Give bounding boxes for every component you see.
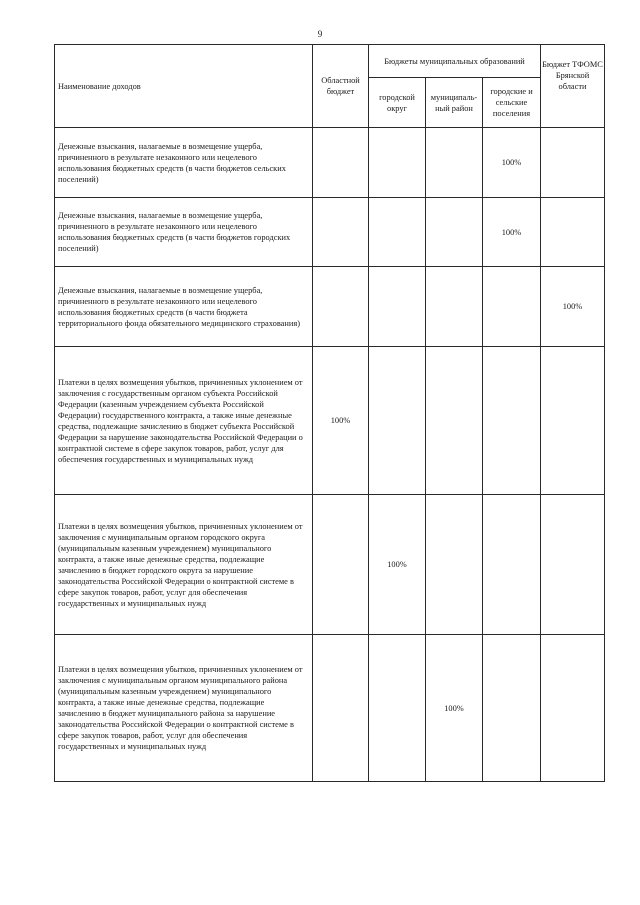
- city-value: [369, 198, 426, 267]
- tfoms-value: [541, 495, 605, 635]
- table-row: [55, 347, 605, 495]
- header-income-name: Наименование доходов: [55, 45, 313, 128]
- regional-value: [313, 128, 369, 198]
- table-row: [55, 495, 605, 635]
- table-row: [55, 128, 605, 198]
- settlements-value: [483, 347, 541, 495]
- settlements-value: [483, 267, 541, 347]
- regional-value: [313, 495, 369, 635]
- income-name: Денежные взыскания, налагаемые в возмещение ущерба, причиненного в результате незаконного или нецелевого использования бюджетных средств (в части бюджетов сельских поселений): [55, 128, 313, 198]
- table-row: [55, 198, 605, 267]
- settlements-value: 100%: [483, 128, 541, 198]
- header-municipal-district: муниципаль-ный район: [426, 78, 483, 128]
- income-distribution-table: [54, 44, 605, 782]
- regional-value: [313, 635, 369, 782]
- header-settlements: городские и сельские поселения: [483, 78, 541, 128]
- city-value: [369, 347, 426, 495]
- income-name: Денежные взыскания, налагаемые в возмещение ущерба, причиненного в результате незаконного или нецелевого использования бюджетных средств (в части бюджета территориального фонда обязательного медицинского страхования): [55, 267, 313, 347]
- city-value: [369, 267, 426, 347]
- page-number: 9: [317, 29, 323, 39]
- tfoms-value: [541, 198, 605, 267]
- header-city-district: городской округ: [369, 78, 426, 128]
- tfoms-value: 100%: [541, 267, 605, 347]
- table-row: [55, 635, 605, 782]
- city-value: 100%: [369, 495, 426, 635]
- income-name: Платежи в целях возмещения убытков, причиненных уклонением от заключения с государственным органом субъекта Российской Федерации (казенным учреждением субъекта Российской Федерации) государственного контракта, а также иные денежные средства, подлежащие зачислению в бюджет субъекта Российской Федерации за нарушение законодательства Российской Федерации о контрактной системе в сфере закупок товаров, работ, услуг для обеспечения государственных и муниципальных нужд: [55, 347, 313, 495]
- municipal-value: 100%: [426, 635, 483, 782]
- settlements-value: [483, 495, 541, 635]
- municipal-value: [426, 267, 483, 347]
- municipal-value: [426, 495, 483, 635]
- municipal-value: [426, 128, 483, 198]
- tfoms-value: [541, 347, 605, 495]
- settlements-value: [483, 635, 541, 782]
- income-name: Платежи в целях возмещения убытков, причиненных уклонением от заключения с муниципальным органом городского округа (муниципальным казенным учреждением) муниципального контракта, а также иные денежные средства, подлежащие зачислению в бюджет городского округа за нарушение законодательства Российской Федерации о контрактной системе в сфере закупок товаров, работ, услуг для обеспечения государственных и муниципальных нужд: [55, 495, 313, 635]
- table-row: [55, 267, 605, 347]
- municipal-value: [426, 198, 483, 267]
- tfoms-value: [541, 128, 605, 198]
- regional-value: [313, 198, 369, 267]
- settlements-value: 100%: [483, 198, 541, 267]
- income-name: Денежные взыскания, налагаемые в возмещение ущерба, причиненного в результате незаконного или нецелевого использования бюджетных средств (в части бюджетов городских поселений): [55, 198, 313, 267]
- income-name: Платежи в целях возмещения убытков, причиненных уклонением от заключения с муниципальным органом муниципального района (муниципальным казенным учреждением) муниципального контракта, а также иные денежные средства, подлежащие зачислению в бюджет муниципального района за нарушение законодательства Российской Федерации о контрактной системе в сфере закупок товаров, работ, услуг для обеспечения государственных и муниципальных нужд: [55, 635, 313, 782]
- regional-value: [313, 267, 369, 347]
- header-municipal-budgets: Бюджеты муниципальных образований: [369, 45, 541, 78]
- header-tfoms-budget: Бюджет ТФОМС Брянской области: [541, 45, 605, 128]
- city-value: [369, 128, 426, 198]
- municipal-value: [426, 347, 483, 495]
- regional-value: 100%: [313, 347, 369, 495]
- header-regional-budget: Областной бюджет: [313, 45, 369, 128]
- tfoms-value: [541, 635, 605, 782]
- header-row-top: [55, 45, 605, 78]
- city-value: [369, 635, 426, 782]
